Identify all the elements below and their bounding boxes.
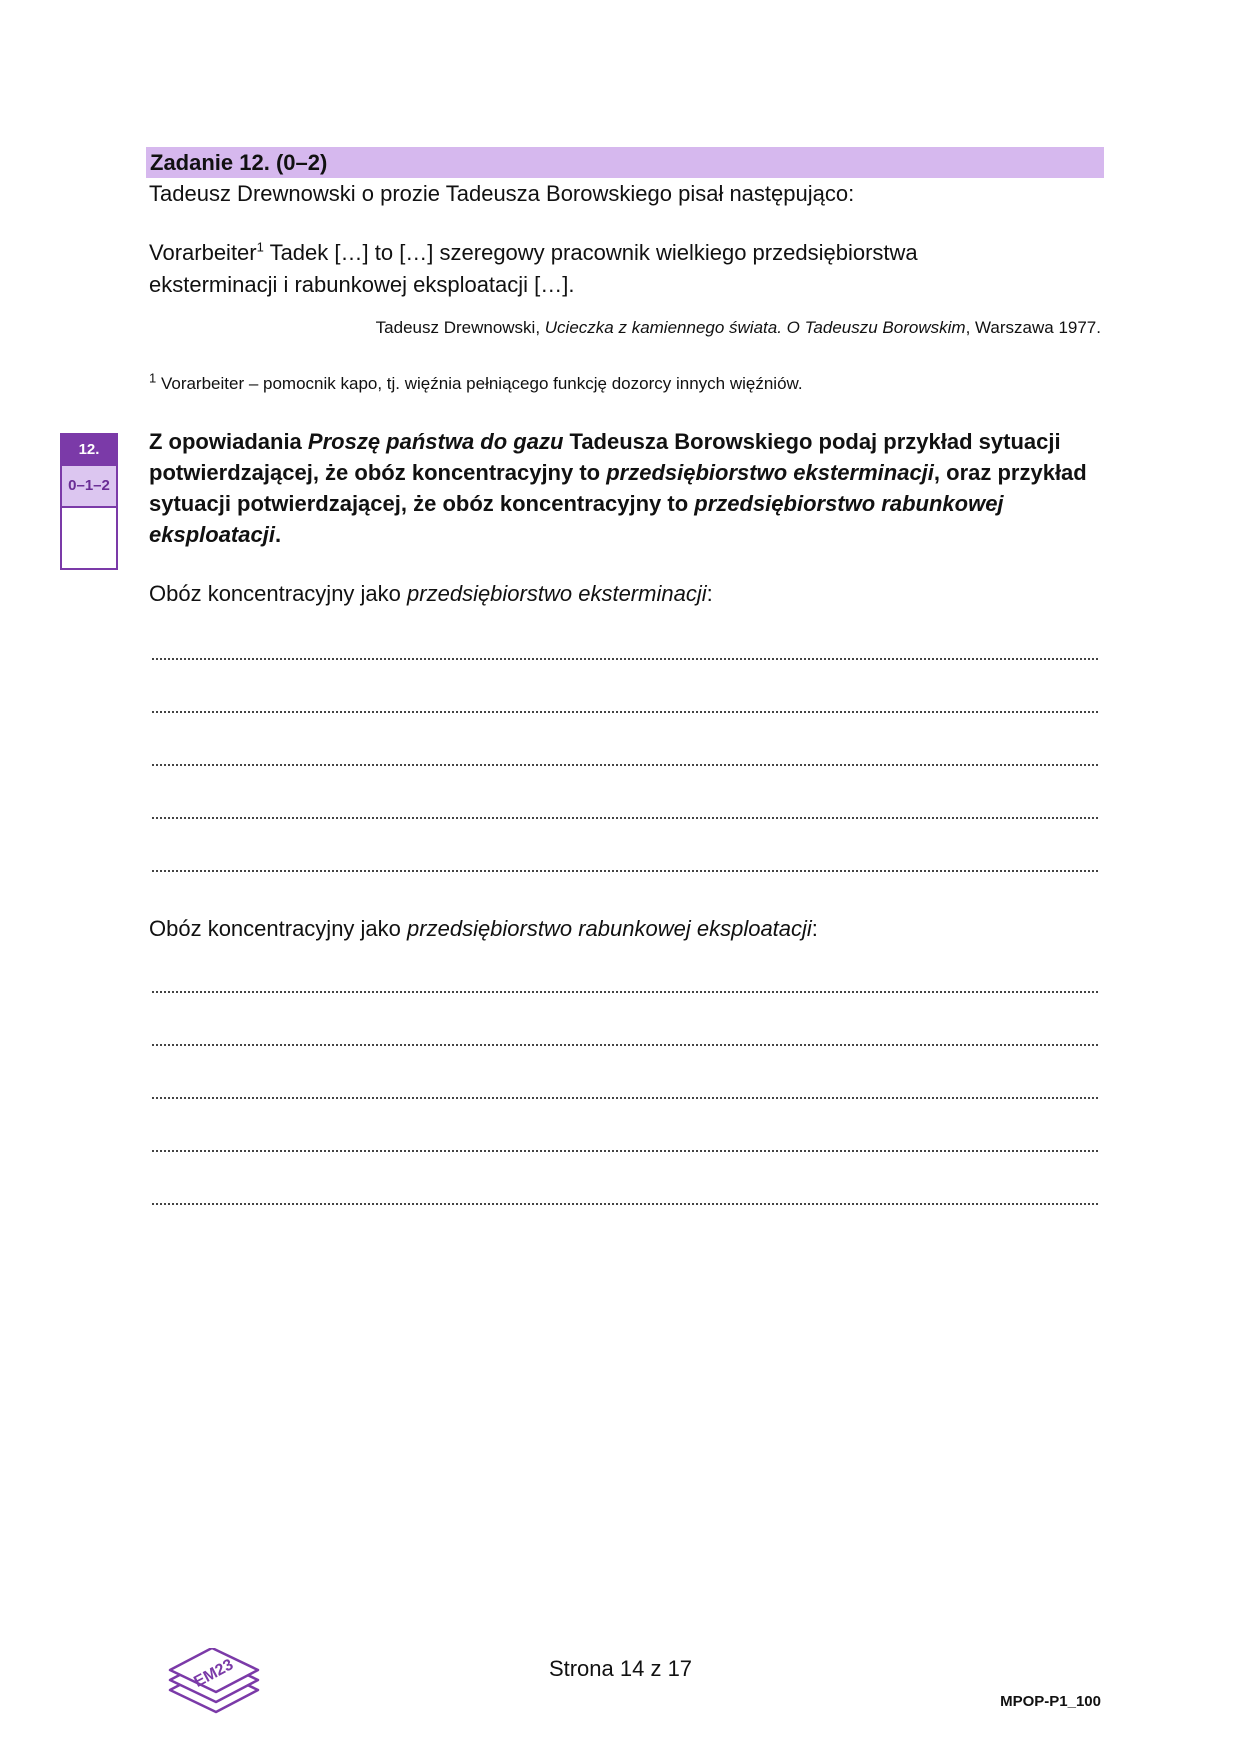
answer-line[interactable] (152, 1203, 1098, 1205)
score-task-number: 12. (62, 435, 116, 465)
prompt-lead: Obóz koncentracyjny jako (149, 581, 408, 606)
quote-line2: eksterminacji i rabunkowej eksploatacji […]. (149, 272, 575, 297)
answer-line[interactable] (152, 1044, 1098, 1046)
instruction-text: Z opowiadania (149, 429, 308, 454)
page-number: Strona 14 z 17 (548, 1656, 693, 1681)
footnote-text: Vorarbeiter – pomocnik kapo, tj. więźnia pełniącego funkcję dozorcy innych więźniów. (156, 374, 803, 393)
prompt-term: przedsiębiorstwo rabunkowej eksploatacji (407, 916, 812, 941)
document-code: MPOP-P1_100 (1000, 1693, 1101, 1710)
source-author: Tadeusz Drewnowski, (375, 318, 545, 337)
logo-text: EM23 (191, 1656, 237, 1691)
instruction-title: Proszę państwa do gazu (307, 429, 564, 454)
score-range: 0–1–2 (62, 465, 116, 508)
instruction-term: przedsiębiorstwo rabunkowej eksploatacji (149, 491, 1004, 547)
quote-source (149, 316, 1101, 340)
task-instruction (149, 426, 1101, 550)
footnote (149, 372, 803, 396)
answer-line[interactable] (152, 1097, 1098, 1099)
instruction-text: , oraz przykład sytuacji potwierdzającej, że obóz koncentracyjny to (149, 460, 1087, 516)
quote-word: Vorarbeiter (149, 240, 257, 265)
task-intro: Tadeusz Drewnowski o prozie Tadeusza Borowskiego pisał następująco: (149, 181, 855, 206)
source-rest: , Warszawa 1977. (965, 318, 1101, 337)
quote-line1: Tadek […] to […] szeregowy pracownik wielkiego przedsiębiorstwa (263, 240, 918, 265)
prompt-lead: Obóz koncentracyjny jako (149, 916, 408, 941)
answer-line[interactable] (152, 870, 1098, 872)
answer-line[interactable] (152, 1150, 1098, 1152)
source-title: Ucieczka z kamiennego świata. O Tadeuszu Borowskim (544, 318, 966, 337)
footnote-number: 1 (149, 370, 157, 386)
quote (149, 237, 1099, 301)
answer-line[interactable] (152, 991, 1098, 993)
score-box (60, 433, 118, 570)
answer-line[interactable] (152, 711, 1098, 713)
prompt-colon: : (706, 581, 713, 606)
prompt-term: przedsiębiorstwo eksterminacji (407, 581, 707, 606)
prompt-extermination (149, 579, 713, 609)
instruction-text: . (274, 522, 282, 547)
answer-line[interactable] (152, 817, 1098, 819)
footnote-marker: 1 (256, 239, 264, 255)
score-field[interactable] (62, 508, 116, 571)
prompt-exploitation (149, 914, 818, 944)
answer-line[interactable] (152, 764, 1098, 766)
instruction-term: przedsiębiorstwo eksterminacji (606, 460, 934, 485)
instruction-text: Tadeusza Borowskiego podaj przykład sytuacji potwierdzającej, że obóz koncentracyjny to (149, 429, 1061, 485)
task-header: Zadanie 12. (0–2) (146, 147, 1104, 178)
prompt-colon: : (811, 916, 818, 941)
answer-line[interactable] (152, 658, 1098, 660)
